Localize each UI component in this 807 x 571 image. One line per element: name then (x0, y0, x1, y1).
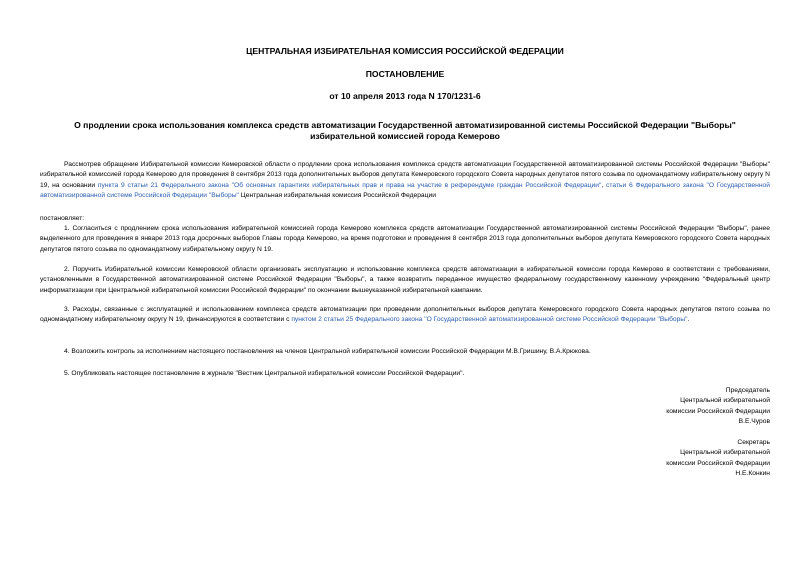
law-link-article-25[interactable]: пунктом 2 статьи 25 Федерального закона "О Государственной автоматизированной системе Российской Федерации "Выборы" (291, 316, 688, 324)
item-3-paragraph (40, 305, 770, 326)
secretary-signature-block (570, 438, 770, 479)
document-date-number: от 10 апреля 2013 года N 170/1231-6 (329, 91, 481, 101)
item-2-paragraph: 2. Поручить Избирательной комиссии Кемеровской области организовать эксплуатацию и использование комплекса средств автоматизации в избирательной комиссии города Кемерово в соответствии с требованиями, установленными в Государственной автоматизированной системе Российской Федерации "Выборы", а также возвратить переданное имущество федеральному государственному казенному учреждению "Федеральный центр информатизации при Центральной избирательной комиссии Российской Федерации" по окончании вышеуказанной избирательной кампании. (40, 266, 770, 294)
intro-separator: , (601, 181, 607, 189)
chair-org-line-1: Центральной избирательной (680, 397, 770, 405)
chair-signature-block (570, 386, 770, 427)
law-link-article-6[interactable]: статьи 6 Федерального закона "О Государственной автоматизированной системе Российской Федерации "Выборы" (40, 181, 770, 199)
item-4-paragraph: 4. Возложить контроль за исполнением настоящего постановления на членов Центральной избирательной комиссии Российской Федерации М.В.Гришину, В.А.Крюкова. (64, 348, 591, 355)
intro-text-after: Центральная избирательная комиссия Российской Федерации (238, 191, 436, 199)
chair-role: Председатель (725, 387, 770, 394)
document-title (40, 120, 770, 142)
document-title-line-1: О продлении срока использования комплекса средств автоматизации Государственной автоматизированной системы Российской Федерации "Выборы" (74, 120, 736, 130)
organization-heading: ЦЕНТРАЛЬНАЯ ИЗБИРАТЕЛЬНАЯ КОМИССИЯ РОССИЙСКОЙ ФЕДЕРАЦИИ (246, 46, 564, 56)
secretary-org-line-2: комиссии Российской Федерации (666, 459, 770, 467)
document-title-line-2: избирательной комиссией города Кемерово (310, 131, 500, 141)
secretary-name: Н.Е.Конкин (735, 469, 770, 477)
item-1-paragraph: 1. Согласиться с продлением срока использования избирательной комиссией города Кемерово комплекса средств автоматизации Государственной автоматизированной системы Российской Федерации "Выборы", ранее выделенного для проведения в январе 2013 года досрочных выборов Главы города Кемерово, на время подготовки и проведения 8 сентября 2013 года дополнительных выборов депутата Кемеровского городского Совета народных депутатов пятого созыва по одномандатному избирательному округу N 19. (40, 225, 770, 253)
chair-org-line-2: комиссии Российской Федерации (666, 407, 770, 415)
chair-name: В.Е.Чуров (738, 417, 770, 425)
law-link-article-21[interactable]: пункта 9 статьи 21 Федерального закона "Об основных гарантиях избирательных прав и права на участие в референдуме граждан Российской Федерации" (97, 181, 602, 189)
intro-text-before: Рассмотрев обращение Избирательной комиссии Кемеровской области о продлении срока использования комплекса средств автоматизации Государственной автоматизированной системы Российской Федерации "Выборы" избирательной комиссией города Кемерово для проведения 8 сентября 2013 года дополнительных выборов депутата Кемеровского городского Совета народных депутатов пятого созыва по одномандатному избирательному округу N 19, на основании (40, 161, 770, 189)
secretary-role: Секретарь (737, 439, 770, 446)
item-3-text-before: 3. Расходы, связанные с эксплуатацией и использованием комплекса средств автоматизации при проведении дополнительных выборов депутата Кемеровского городского Совета народных депутатов пятого созыва по одномандатному избирательному округу N 19, финансируются в соответствии с (40, 306, 770, 324)
item-3-text-after: . (687, 316, 690, 324)
document-type-heading: ПОСТАНОВЛЕНИЕ (365, 69, 445, 79)
intro-paragraph (40, 160, 770, 201)
secretary-org-line-1: Центральной избирательной (680, 449, 770, 457)
item-5-paragraph: 5. Опубликовать настоящее постановление в журнале "Вестник Центральной избирательной комиссии Российской Федерации". (64, 370, 465, 377)
resolves-label: постановляет: (40, 215, 85, 222)
